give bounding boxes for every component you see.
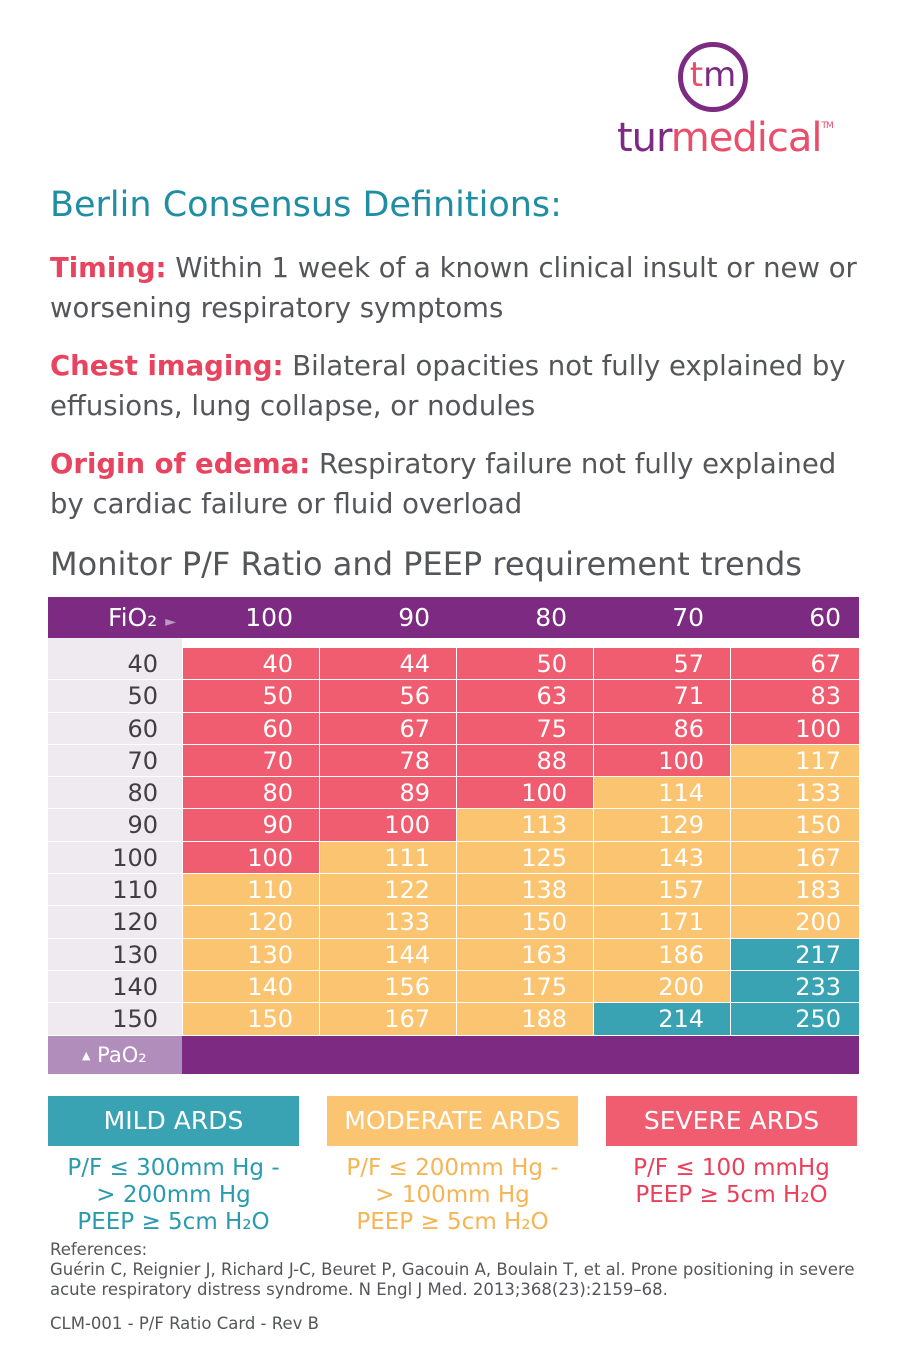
pf-ratio-cell: 167	[319, 1003, 456, 1035]
pf-ratio-cell: 150	[456, 906, 593, 938]
pf-ratio-cell: 111	[319, 842, 456, 874]
pf-ratio-cell: 117	[730, 745, 859, 777]
pf-ratio-cell: 71	[593, 680, 730, 712]
definition-text: Respiratory failure not fully explained by cardiac failure or fluid overload	[50, 448, 837, 520]
pf-ratio-cell: 140	[182, 971, 319, 1003]
table-row	[48, 874, 859, 906]
pf-ratio-cell: 214	[593, 1003, 730, 1035]
pao2-row-label: 50	[48, 680, 182, 712]
pf-ratio-cell: 175	[456, 971, 593, 1003]
pf-ratio-cell: 40	[182, 648, 319, 680]
pf-ratio-cell: 88	[456, 745, 593, 777]
pf-ratio-cell: 150	[730, 809, 859, 841]
pf-ratio-cell: 188	[456, 1003, 593, 1035]
severe-ards-criteria	[606, 1155, 857, 1209]
pao2-row-label: 130	[48, 939, 182, 971]
pf-ratio-cell: 90	[182, 809, 319, 841]
pao2-row-label: 100	[48, 842, 182, 874]
trademark: TM	[821, 121, 833, 131]
fio2-header: 70	[672, 603, 704, 632]
table-row	[48, 1003, 859, 1035]
references	[50, 1240, 870, 1300]
pf-ratio-cell: 120	[182, 906, 319, 938]
pf-ratio-cell: 133	[730, 777, 859, 809]
pf-ratio-cell: 156	[319, 971, 456, 1003]
table-row	[48, 842, 859, 874]
definition-text: Bilateral opacities not fully explained by effusions, lung collapse, or nodules	[50, 350, 846, 422]
logo-mark-t: t	[689, 55, 704, 95]
pf-ratio-cell: 44	[319, 648, 456, 680]
logo-mark-m: m	[703, 55, 737, 95]
pao2-row-label: 140	[48, 971, 182, 1003]
pao2-row-label: 60	[48, 713, 182, 745]
pf-ratio-table	[48, 597, 859, 1074]
definition-origin-of-edema	[50, 444, 870, 524]
table-spacer	[48, 638, 859, 648]
pf-ratio-cell: 138	[456, 874, 593, 906]
mild-ards-badge: MILD ARDS	[48, 1096, 299, 1146]
pf-ratio-cell: 200	[593, 971, 730, 1003]
pf-ratio-cell: 122	[319, 874, 456, 906]
table-row	[48, 971, 859, 1003]
pf-ratio-cell: 157	[593, 874, 730, 906]
pf-ratio-cell: 130	[182, 939, 319, 971]
pao2-label: PaO₂	[97, 1042, 147, 1067]
table-row	[48, 648, 859, 680]
table-row	[48, 777, 859, 809]
definition-label: Origin of edema:	[50, 448, 311, 480]
pf-ratio-cell: 129	[593, 809, 730, 841]
pf-ratio-cell: 67	[730, 648, 859, 680]
mild-ards-criteria	[48, 1155, 299, 1236]
pf-ratio-cell: 80	[182, 777, 319, 809]
table-subtitle: Monitor P/F Ratio and PEEP requirement trends	[50, 545, 802, 583]
page-title: Berlin Consensus Definitions:	[50, 185, 562, 225]
criteria-line: PEEP ≥ 5cm H₂O	[635, 1182, 828, 1208]
definition-label: Chest imaging:	[50, 350, 284, 382]
pf-ratio-cell: 143	[593, 842, 730, 874]
moderate-ards-criteria	[327, 1155, 578, 1236]
pf-ratio-cell: 60	[182, 713, 319, 745]
pf-ratio-cell: 75	[456, 713, 593, 745]
pf-ratio-cell: 110	[182, 874, 319, 906]
logo-mark	[678, 50, 748, 100]
pf-ratio-cell: 167	[730, 842, 859, 874]
table-header-row	[48, 597, 859, 638]
criteria-line: P/F ≤ 200mm Hg -	[346, 1155, 559, 1181]
table-row	[48, 713, 859, 745]
pao2-row-label: 150	[48, 1003, 182, 1035]
pao2-row-label: 40	[48, 648, 182, 680]
pf-ratio-cell: 67	[319, 713, 456, 745]
table-footer-row	[48, 1036, 859, 1074]
pf-ratio-cell: 100	[182, 842, 319, 874]
criteria-line: PEEP ≥ 5cm H₂O	[356, 1209, 549, 1235]
brand-name-b: medical	[670, 115, 822, 161]
table-row	[48, 809, 859, 841]
pf-ratio-cell: 163	[456, 939, 593, 971]
pf-ratio-cell: 171	[593, 906, 730, 938]
arrow-up-icon: ▲	[82, 1048, 91, 1062]
pf-ratio-cell: 63	[456, 680, 593, 712]
table-body	[48, 648, 859, 1036]
severe-ards-badge: SEVERE ARDS	[606, 1096, 857, 1146]
pao2-row-label: 80	[48, 777, 182, 809]
pf-ratio-cell: 56	[319, 680, 456, 712]
pf-ratio-cell: 78	[319, 745, 456, 777]
pf-ratio-cell: 83	[730, 680, 859, 712]
fio2-axis-label	[48, 597, 182, 638]
pao2-row-label: 110	[48, 874, 182, 906]
criteria-line: P/F ≤ 100 mmHg	[633, 1155, 830, 1181]
pao2-row-label: 120	[48, 906, 182, 938]
pf-ratio-cell: 113	[456, 809, 593, 841]
pf-ratio-cell: 70	[182, 745, 319, 777]
fio2-label: FiO₂	[108, 603, 158, 632]
fio2-header: 80	[535, 603, 567, 632]
references-heading: References:	[50, 1240, 148, 1259]
arrow-right-icon: ►	[165, 614, 176, 630]
pf-ratio-cell: 86	[593, 713, 730, 745]
pf-ratio-cell: 50	[182, 680, 319, 712]
pf-ratio-cell: 200	[730, 906, 859, 938]
criteria-line: > 100mm Hg	[375, 1182, 530, 1208]
pf-ratio-cell: 217	[730, 939, 859, 971]
pao2-row-label: 70	[48, 745, 182, 777]
definition-label: Timing:	[50, 252, 167, 284]
definition-chest-imaging	[50, 346, 870, 426]
pf-ratio-cell: 100	[730, 713, 859, 745]
pf-ratio-cell: 125	[456, 842, 593, 874]
pf-ratio-cell: 150	[182, 1003, 319, 1035]
pf-ratio-cell: 100	[319, 809, 456, 841]
criteria-line: > 200mm Hg	[96, 1182, 251, 1208]
pf-ratio-cell: 183	[730, 874, 859, 906]
pf-ratio-cell: 186	[593, 939, 730, 971]
fio2-header: 60	[809, 603, 841, 632]
brand-name-a: tur	[617, 115, 671, 161]
pf-ratio-cell: 114	[593, 777, 730, 809]
pf-ratio-cell: 50	[456, 648, 593, 680]
table-row	[48, 680, 859, 712]
pf-ratio-cell: 133	[319, 906, 456, 938]
pf-ratio-cell: 250	[730, 1003, 859, 1035]
pf-ratio-cell: 57	[593, 648, 730, 680]
table-row	[48, 745, 859, 777]
definition-timing	[50, 248, 870, 328]
fio2-header: 90	[398, 603, 430, 632]
definition-text: Within 1 week of a known clinical insult or new or worsening respiratory symptoms	[50, 252, 857, 324]
table-row	[48, 906, 859, 938]
table-row	[48, 939, 859, 971]
document-code: CLM-001 - P/F Ratio Card - Rev B	[50, 1314, 319, 1333]
pao2-axis-label	[48, 1036, 182, 1074]
pf-ratio-cell: 89	[319, 777, 456, 809]
pf-ratio-cell: 144	[319, 939, 456, 971]
moderate-ards-badge: MODERATE ARDS	[327, 1096, 578, 1146]
pf-ratio-cell: 100	[593, 745, 730, 777]
criteria-line: PEEP ≥ 5cm H₂O	[77, 1209, 270, 1235]
criteria-line: P/F ≤ 300mm Hg -	[67, 1155, 280, 1181]
fio2-header: 100	[245, 603, 293, 632]
pao2-row-label: 90	[48, 809, 182, 841]
brand-name	[617, 115, 833, 161]
pf-ratio-cell: 233	[730, 971, 859, 1003]
references-text: Guérin C, Reignier J, Richard J-C, Beuret P, Gacouin A, Boulain T, et al. Prone positioning in severe acute respiratory distress syndrome. N Engl J Med. 2013;368(23):2159–68.	[50, 1260, 855, 1299]
pf-ratio-cell: 100	[456, 777, 593, 809]
